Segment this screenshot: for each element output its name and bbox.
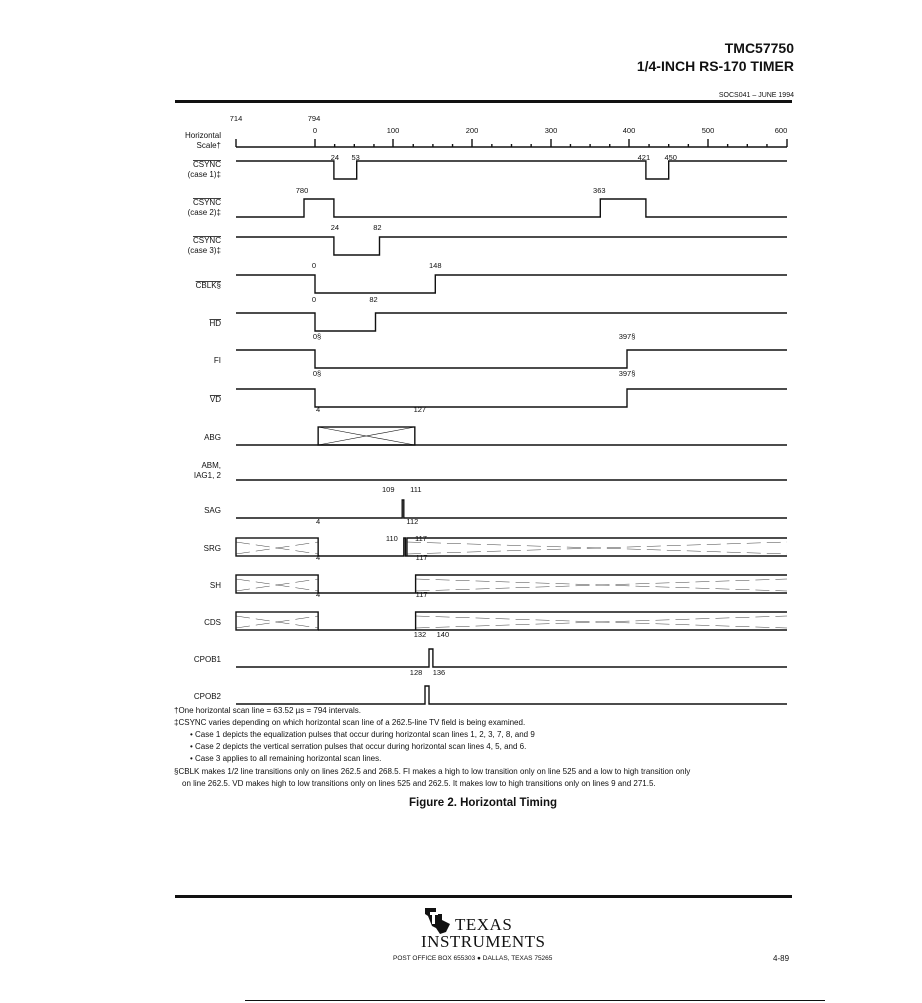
undefined-cross-abg [318, 427, 415, 445]
transition-label-hd: 82 [369, 295, 378, 304]
waveform-hd [236, 313, 787, 331]
transition-label-hd: 0 [311, 295, 317, 304]
transition-label-cpob1: 140 [436, 630, 450, 639]
footnote-case2: • Case 2 depicts the vertical serration pulses that occur during horizontal scan lines 4, 5, and 6. [190, 742, 527, 751]
toggling-region-sh [416, 579, 787, 591]
transition-label-csync2: 780 [295, 186, 309, 195]
undefined-region-srg-start [236, 538, 318, 556]
waveform-cblk [236, 275, 787, 293]
logo-text-instruments: INSTRUMENTS [421, 932, 546, 951]
transition-label-vd: 397§ [618, 369, 636, 378]
signal-label-abg: ABG [204, 433, 221, 442]
signal-label-sh: SH [209, 581, 221, 590]
undefined-region-cds-start [236, 612, 318, 630]
transition-label-cpob1: 132 [413, 630, 427, 639]
scale-tick-label: 100 [386, 126, 400, 135]
scale-tick-label: 200 [465, 126, 479, 135]
waveform-csync3 [236, 237, 787, 255]
transition-label-csync3: 82 [373, 223, 382, 232]
toggling-region-srg [236, 542, 318, 554]
transition-label-cpob2: 136 [432, 668, 446, 677]
scale-tick-label: 500 [701, 126, 715, 135]
transition-label-csync3: 24 [330, 223, 340, 232]
signal-label-cds: CDS [204, 618, 221, 627]
transition-label-csync1: 53 [351, 153, 360, 162]
transition-label-csync1: 421 [637, 153, 651, 162]
page-number: 4-89 [773, 954, 790, 963]
transition-label-sag: 111 [410, 485, 422, 494]
scale-tick-label: 600 [774, 126, 788, 135]
footnote-case1: • Case 1 depicts the equalization pulses that occur during horizontal scan lines 1, 2, 3, 7, 8, and 9 [190, 730, 535, 739]
footnote-case3: • Case 3 applies to all remaining horizontal scan lines. [190, 754, 382, 763]
signal-label-csync1: CSYNC [192, 160, 221, 169]
transition-label-sag: 109 [381, 485, 395, 494]
transition-label-fi: 397§ [618, 332, 636, 341]
transition-label-cds: 4 [316, 590, 321, 599]
transition-label-srg: 117 [414, 534, 427, 543]
signal-label-hd: HD [209, 319, 221, 328]
document-id: SOCS041 – JUNE 1994 [718, 92, 794, 99]
company-address: POST OFFICE BOX 655303 ● DALLAS, TEXAS 75265 [393, 955, 553, 962]
transition-label-cblk: 0 [311, 261, 317, 270]
waveform-fi [236, 350, 787, 368]
waveform-cpob1 [236, 649, 787, 667]
toggling-region-sh [236, 579, 318, 591]
signal-sublabel-csync2: (case 2)‡ [187, 208, 221, 217]
signal-label-sag: SAG [204, 506, 221, 515]
toggling-region-cds [416, 616, 787, 628]
toggling-region-srg [407, 542, 787, 554]
signal-label-cblk: CBLK§ [195, 281, 221, 290]
signal-label-fi: FI [213, 356, 221, 365]
scale-label: Horizontal [184, 131, 221, 140]
transition-label-srg: 112 [406, 517, 419, 526]
scale-label-unit: Scale† [196, 141, 221, 150]
transition-label-sh: 117 [415, 553, 428, 562]
footnote-section-line2: on line 262.5. VD makes high to low transitions only on lines 525 and 262.5. It makes low to high transitions only on lines 9 and 271.5. [182, 779, 656, 788]
footer-rule [175, 895, 792, 898]
footnote-section-line1: §CBLK makes 1/2 line transitions only on lines 262.5 and 268.5. FI makes a high to low transition only on line 525 and a low to high transition only [174, 767, 691, 776]
figure-caption: Figure 2. Horizontal Timing [408, 797, 558, 809]
logo-text-texas: TEXAS [455, 915, 513, 934]
signal-label-srg: SRG [203, 544, 221, 553]
transition-label-abg: 4 [316, 405, 321, 414]
transition-label-srg: 110 [385, 534, 398, 543]
transition-label-cblk: 148 [429, 261, 442, 270]
transition-label-vd: 0§ [312, 369, 322, 378]
signal-sublabel-csync1: (case 1)‡ [187, 170, 221, 179]
signal-label-csync3: CSYNC [192, 236, 221, 245]
transition-label-fi: 0§ [312, 332, 322, 341]
undefined-region-sh-start [236, 575, 318, 593]
footnote-ddagger: ‡CSYNC varies depending on which horizontal scan line of a 262.5-line TV field is being examined. [174, 718, 526, 727]
signal-label-abm: ABM, [201, 461, 221, 470]
scale-tick-label: 794 [307, 114, 321, 123]
transition-label-csync1: 450 [664, 153, 677, 162]
signal-sublabel-abm: IAG1, 2 [193, 471, 221, 480]
bottom-edge-rule [245, 1000, 825, 1001]
waveform-cds [318, 612, 787, 630]
scale-tick-label: 0 [312, 126, 318, 135]
transition-label-abg: 127 [413, 405, 427, 414]
transition-label-csync1: 24 [330, 153, 340, 162]
transition-label-cpob2: 128 [409, 668, 423, 677]
waveform-cpob2 [236, 686, 787, 704]
scale-tick-label: 400 [622, 126, 636, 135]
waveform-csync1 [236, 161, 787, 179]
signal-label-cpob1: CPOB1 [193, 655, 221, 664]
transition-label-cds: 117 [415, 590, 428, 599]
signal-label-csync2: CSYNC [192, 198, 221, 207]
signal-label-cpob2: CPOB2 [193, 692, 221, 701]
transition-label-sh: 4 [316, 553, 321, 562]
toggling-region-cds [236, 616, 318, 628]
signal-sublabel-csync3: (case 3)‡ [187, 246, 221, 255]
signal-label-vd: VD [209, 395, 221, 404]
transition-label-srg: 4 [316, 517, 321, 526]
transition-label-csync2: 363 [593, 186, 606, 195]
waveform-csync2 [236, 199, 787, 217]
footnote-dagger: †One horizontal scan line = 63.52 µs = 794 intervals. [174, 706, 361, 715]
document-subtitle: 1/4-INCH RS-170 TIMER [636, 58, 794, 74]
waveform-sh [318, 575, 787, 593]
scale-tick-label: 300 [544, 126, 558, 135]
part-number: TMC57750 [724, 40, 794, 56]
waveform-sag [236, 500, 787, 518]
scale-tick-label: 714 [229, 114, 243, 123]
